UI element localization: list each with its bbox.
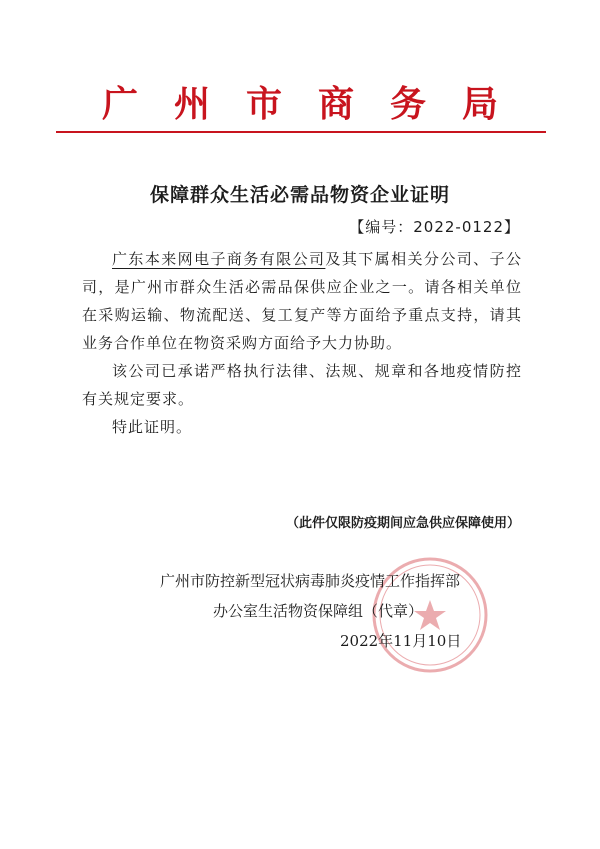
issuing-office: 办公室生活物资保障组（代章） [213, 602, 424, 620]
issuing-authority: 广州市防控新型冠状病毒肺炎疫情工作指挥部 [160, 572, 461, 590]
letterhead-org-name: 广州市商务局 [101, 83, 534, 125]
document-body [82, 245, 522, 441]
paragraph-3: 特此证明。 [112, 418, 193, 436]
paragraph-2: 该公司已承诺严格执行法律、法规、规章和各地疫情防控有关规定要求。 [82, 362, 522, 408]
usage-notice: （此件仅限防疫期间应急供应保障使用） [285, 516, 520, 531]
letterhead-red-rule [56, 131, 546, 133]
document-title: 保障群众生活必需品物资企业证明 [149, 184, 450, 206]
issue-date: 2022年11月10日 [340, 632, 462, 650]
company-name: 广东本来网电子商务有限公司 [112, 250, 326, 268]
document-number: 【编号：2022-0122】 [349, 218, 520, 236]
paragraph-1 [82, 245, 522, 357]
paragraph-1-text: 及其下属相关分公司、子公司，是广州市群众生活必需品保供应企业之一。请各相关单位在采购运输、物流配送、复工复产等方面给予重点支持，请其业务合作单位在物资采购方面给予大力协助。 [82, 250, 522, 352]
